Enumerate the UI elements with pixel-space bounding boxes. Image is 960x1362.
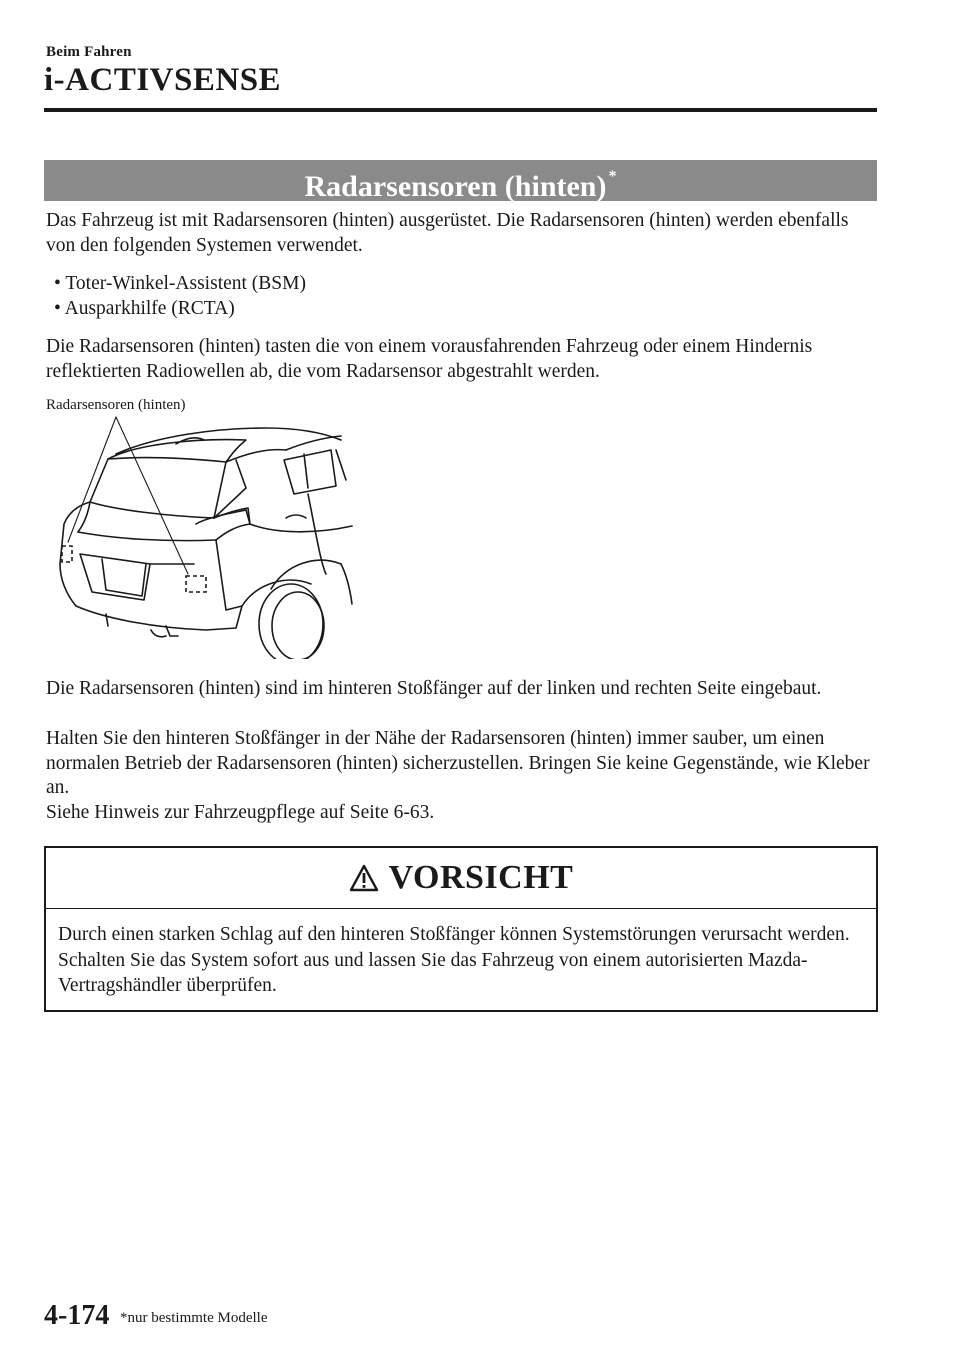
caution-title: VORSICHT [388,859,574,896]
optional-equipment-marker: * [608,168,617,185]
section-title: Radarsensoren (hinten) [304,170,607,203]
footnote: *nur bestimmte Modelle [120,1310,268,1326]
rear-car-illustration [46,414,356,659]
reference-paragraph: Siehe Hinweis zur Fahrzeugpflege auf Seite 6-63. [46,802,435,823]
caution-header [46,848,876,909]
detection-paragraph: Die Radarsensoren (hinten) tasten die von einem vorausfahrenden Fahrzeug oder einem Hindernis reflektierten Radiowellen ab, die vom Radarsensor abgestrahlt werden. [46,336,813,382]
section-label: Beim Fahren [46,44,132,60]
page-number: 4-174 [44,1300,110,1331]
warning-triangle-icon [349,864,379,892]
header-divider [44,108,877,112]
intro-paragraph: Das Fahrzeug ist mit Radarsensoren (hinten) ausgerüstet. Die Radarsensoren (hinten) werden ebenfalls von den folgenden Systemen verwendet. [46,210,849,256]
section-title-bar [44,160,877,201]
location-paragraph: Die Radarsensoren (hinten) sind im hinteren Stoßfänger auf der linken und rechten Seite eingebaut. [46,678,822,699]
caution-text: Durch einen starken Schlag auf den hinteren Stoßfänger können Systemstörungen verursacht werden. Schalten Sie das System sofort aus und lassen Sie das Fahrzeug von einem autorisierten Mazda-Vertragshändler überprüfen. [58,924,850,996]
caution-box [44,846,878,1012]
figure-callout-label: Radarsensoren (hinten) [46,397,186,413]
care-paragraph: Halten Sie den hinteren Stoßfänger in der Nähe der Radarsensoren (hinten) immer sauber, um einen normalen Betrieb der Radarsensoren (hinten) sicherzustellen. Bringen Sie keine Gegenstände, wie Kleber an. [46,728,870,798]
chapter-title: i-ACTIVSENSE [44,62,282,98]
bullet-item: • Ausparkhilfe (RCTA) [54,298,235,319]
bullet-item: • Toter-Winkel-Assistent (BSM) [54,273,306,294]
